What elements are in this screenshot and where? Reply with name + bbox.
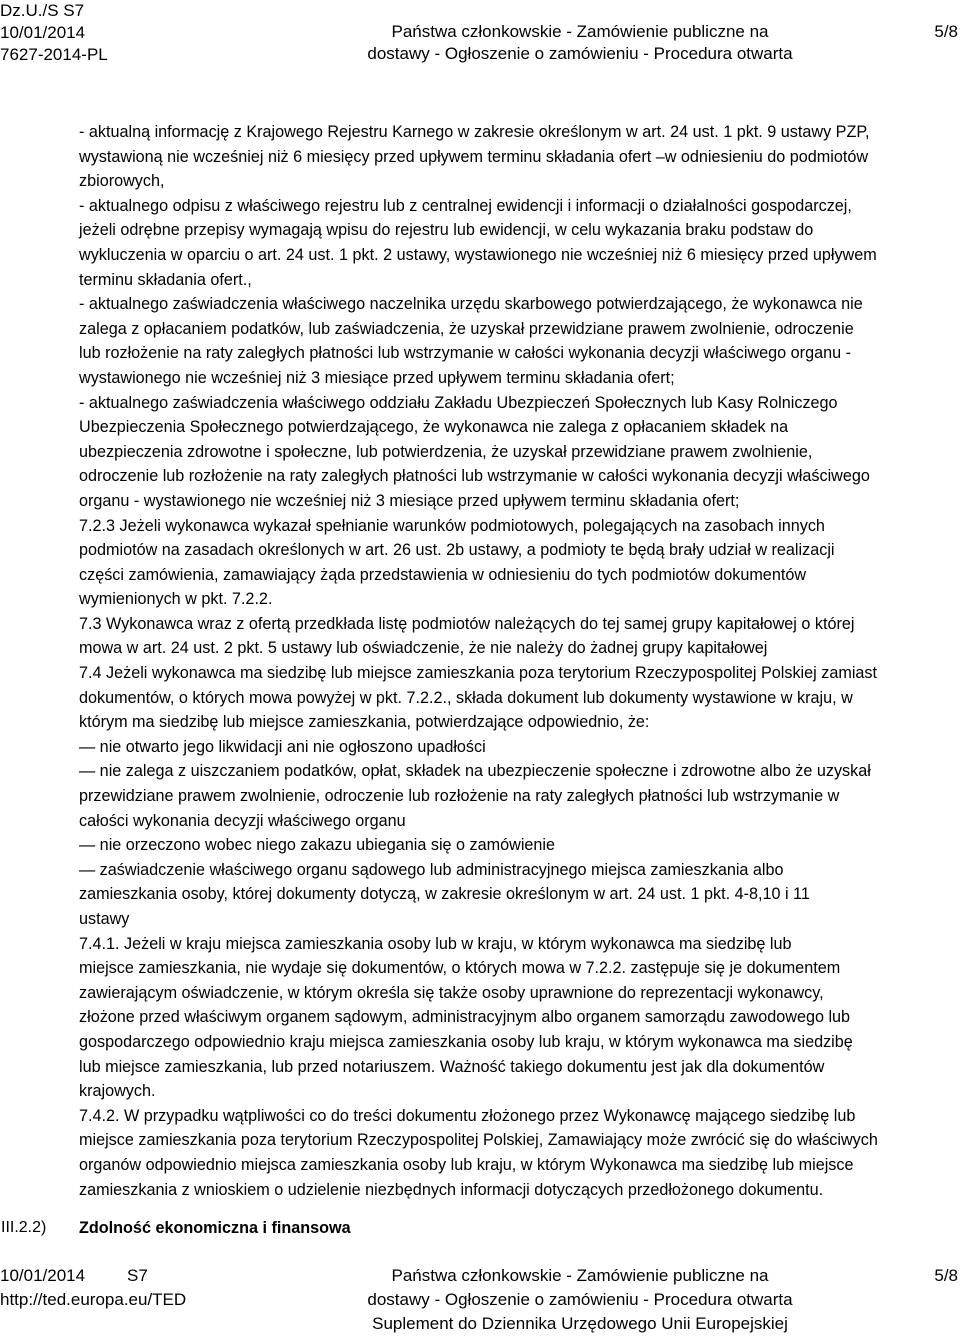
- body-text-line: lub miejsce zamieszkania, lub przed notariuszem. Ważność takiego dokumentu jest jak dla dokumentów: [79, 1057, 825, 1076]
- body-text-line: — nie otwarto jego likwidacji ani nie ogłoszono upadłości: [79, 737, 486, 756]
- document-body: [79, 120, 957, 1202]
- header-title-line-1: Państwa członkowskie - Zamówienie publiczne na: [391, 22, 769, 41]
- body-text-line: 7.4 Jeżeli wykonawca ma siedzibę lub miejsce zamieszkania poza terytorium Rzeczypospolitej Polskiej zamiast: [79, 664, 878, 683]
- header-title: [250, 21, 910, 65]
- body-text-line: zawierającym oświadczenie, w którym określa się także osoby uprawnione do reprezentacji wykonawcy,: [79, 983, 824, 1002]
- body-text-line: - aktualną informację z Krajowego Rejestru Karnego w zakresie określonym w art. 24 ust. 1 pkt. 9 ustawy PZP,: [79, 123, 870, 141]
- body-text-line: — nie zalega z uiszczaniem podatków, opłat, składek na ubezpieczenie społeczne i zdrowotne albo że uzyskał: [79, 762, 871, 781]
- body-text-line: 7.4.2. W przypadku wątpliwości co do treści dokumentu złożonego przez Wykonawcę mającego siedzibę lub: [79, 1106, 856, 1125]
- body-text-line: - aktualnego zaświadczenia właściwego naczelnika urzędu skarbowego potwierdzającego, że wykonawca nie: [79, 295, 863, 314]
- body-text-line: miejsce zamieszkania, nie wydaje się dokumentów, o których mowa w 7.2.2. zastępuje się je dokumentem: [79, 959, 841, 978]
- body-text-line: wystawioną nie wcześniej niż 6 miesięcy przed upływem terminu składania ofert –w odniesieniu do podmiotów: [79, 147, 869, 166]
- body-text-line: Ubezpieczenia Społecznego potwierdzającego, że wykonawca nie zalega z opłacaniem składek na: [79, 418, 789, 437]
- footer-page-number: 5/8: [934, 1266, 958, 1285]
- footer-title-line-3: Suplement do Dziennika Urzędowego Unii Europejskiej: [372, 1314, 788, 1333]
- header-reference: [0, 0, 108, 66]
- body-text-line: wystawionego nie wcześniej niż 3 miesiące przed upływem terminu składania ofert;: [79, 368, 675, 387]
- body-text-line: ubezpieczenia zdrowotne i społeczne, lub potwierdzenia, że uzyskał przewidziane prawem zwolnienie,: [79, 442, 813, 461]
- header-journal-ref: Dz.U./S S7: [0, 1, 85, 20]
- body-text-line: miejsce zamieszkania poza terytorium Rzeczypospolitej Polskiej, Zamawiający może zwrócić się do właściwych: [79, 1131, 878, 1150]
- page-footer: [0, 1264, 960, 1334]
- footer-title: [250, 1264, 910, 1336]
- header-notice-number: 7627-2014-PL: [0, 45, 108, 64]
- body-text-line: 7.2.3 Jeżeli wykonawca wykazał spełnianie warunków podmiotowych, polegających na zasobach innych: [79, 516, 825, 535]
- body-text-line: lub rozłożenie na raty zaległych płatności lub wstrzymanie w całości wykonania decyzji właściwego organu -: [79, 344, 851, 363]
- body-text-line: — nie orzeczono wobec niego zakazu ubiegania się o zamówienie: [79, 836, 556, 855]
- body-text-line: odroczenie lub rozłożenie na raty zaległych płatności lub wstrzymanie w całości wykonania decyzji właściwego: [79, 467, 870, 486]
- body-text-line: zbiorowych,: [79, 172, 165, 191]
- header-title-line-2: dostawy - Ogłoszenie o zamówieniu - Procedura otwarta: [367, 44, 793, 63]
- body-text-line: wymienionych w pkt. 7.2.2.: [79, 590, 273, 609]
- footer-title-line-2: dostawy - Ogłoszenie o zamówieniu - Procedura otwarta: [367, 1290, 793, 1309]
- body-text-line: 7.3 Wykonawca wraz z ofertą przedkłada listę podmiotów należących do tej samej grupy kapitałowej o której: [79, 614, 855, 633]
- body-text-line: organów odpowiednio miejsca zamieszkania osoby lub kraju, w którym Wykonawca ma siedzibę lub miejsce: [79, 1155, 854, 1174]
- footer-date: 10/01/2014: [0, 1266, 86, 1285]
- footer-url: http://ted.europa.eu/TED: [0, 1290, 187, 1309]
- body-text-line: ustawy: [79, 910, 130, 928]
- body-text-line: - aktualnego odpisu z właściwego rejestru lub z centralnej ewidencji i informacji o działalności gospodarczej,: [79, 196, 852, 215]
- body-text-line: gospodarczego odpowiednio kraju miejsca zamieszkania osoby lub kraju, w którym wykonawca ma siedzibę: [79, 1032, 853, 1051]
- body-text-line: 7.4.1. Jeżeli w kraju miejsca zamieszkania osoby lub w kraju, w którym wykonawca ma siedzibę lub: [79, 934, 792, 953]
- body-text-line: mowa w art. 24 ust. 2 pkt. 5 ustawy lub oświadczenie, że nie należy do żadnej grupy kapitałowej: [79, 639, 768, 658]
- body-text-line: zalega z opłacaniem podatków, lub zaświadczenia, że uzyskał przewidziane prawem zwolnienie, odroczenie: [79, 319, 854, 338]
- header-date: 10/01/2014: [0, 23, 86, 42]
- footer-reference: [0, 1264, 186, 1312]
- body-text-line: części zamówienia, zamawiający żąda przedstawienia w odniesieniu do tych podmiotów dokumentów: [79, 565, 807, 584]
- body-text-line: jeżeli odrębne przepisy wymagają wpisu do rejestru lub ewidencji, w celu wykazania braku podstaw do: [79, 221, 814, 240]
- header-page-number: 5/8: [934, 22, 958, 41]
- body-text-line: terminu składania ofert.,: [79, 270, 252, 289]
- section-number: III.2.2): [1, 1219, 47, 1236]
- body-text-line: którym ma siedzibę lub miejsce zamieszkania, potwierdzające odpowiednio, że:: [79, 713, 650, 732]
- page-header: [0, 0, 960, 80]
- body-text-line: przewidziane prawem zwolnienie, odroczenie lub rozłożenie na raty zaległych płatności lub wstrzymanie w: [79, 787, 840, 806]
- footer-series-code: S7: [127, 1266, 148, 1285]
- footer-title-line-1: Państwa członkowskie - Zamówienie publiczne na: [391, 1266, 769, 1285]
- body-text-line: zamieszkania osoby, której dokumenty dotyczą, w zakresie określonym w art. 24 ust. 1 pkt. 4-8,10 i 11: [79, 885, 810, 904]
- body-text-line: wykluczenia w oparciu o art. 24 ust. 1 pkt. 2 ustawy, wystawionego nie wcześniej niż 6 miesięcy przed upływem: [79, 245, 877, 264]
- body-text-line: całości wykonania decyzji właściwego organu: [79, 811, 406, 830]
- body-text-line: dokumentów, o których mowa powyżej w pkt. 7.2.2., składa dokument lub dokumenty wystawione w kraju, w: [79, 688, 853, 707]
- body-text-line: podmiotów na zasadach określonych w art. 26 ust. 2b ustawy, a podmioty te będą brały udział w realizacji: [79, 541, 835, 560]
- body-text-line: — zaświadczenie właściwego organu sądowego lub administracyjnego miejsca zamieszkania albo: [79, 860, 784, 879]
- section-heading: Zdolność ekonomiczna i finansowa: [79, 1219, 351, 1237]
- body-text-line: - aktualnego zaświadczenia właściwego oddziału Zakładu Ubezpieczeń Społecznych lub Kasy Rolniczego: [79, 393, 838, 412]
- body-text-line: krajowych.: [79, 1082, 156, 1101]
- body-text-line: złożone przed właściwym organem sądowym, administracyjnym albo organem samorządu zawodowego lub: [79, 1008, 851, 1027]
- body-text-line: zamieszkania z wnioskiem o udzielenie niezbędnych informacji dotyczących przedłożonego dokumentu.: [79, 1180, 824, 1199]
- body-text-line: organu - wystawionego nie wcześniej niż 3 miesiące przed upływem terminu składania ofert;: [79, 491, 740, 510]
